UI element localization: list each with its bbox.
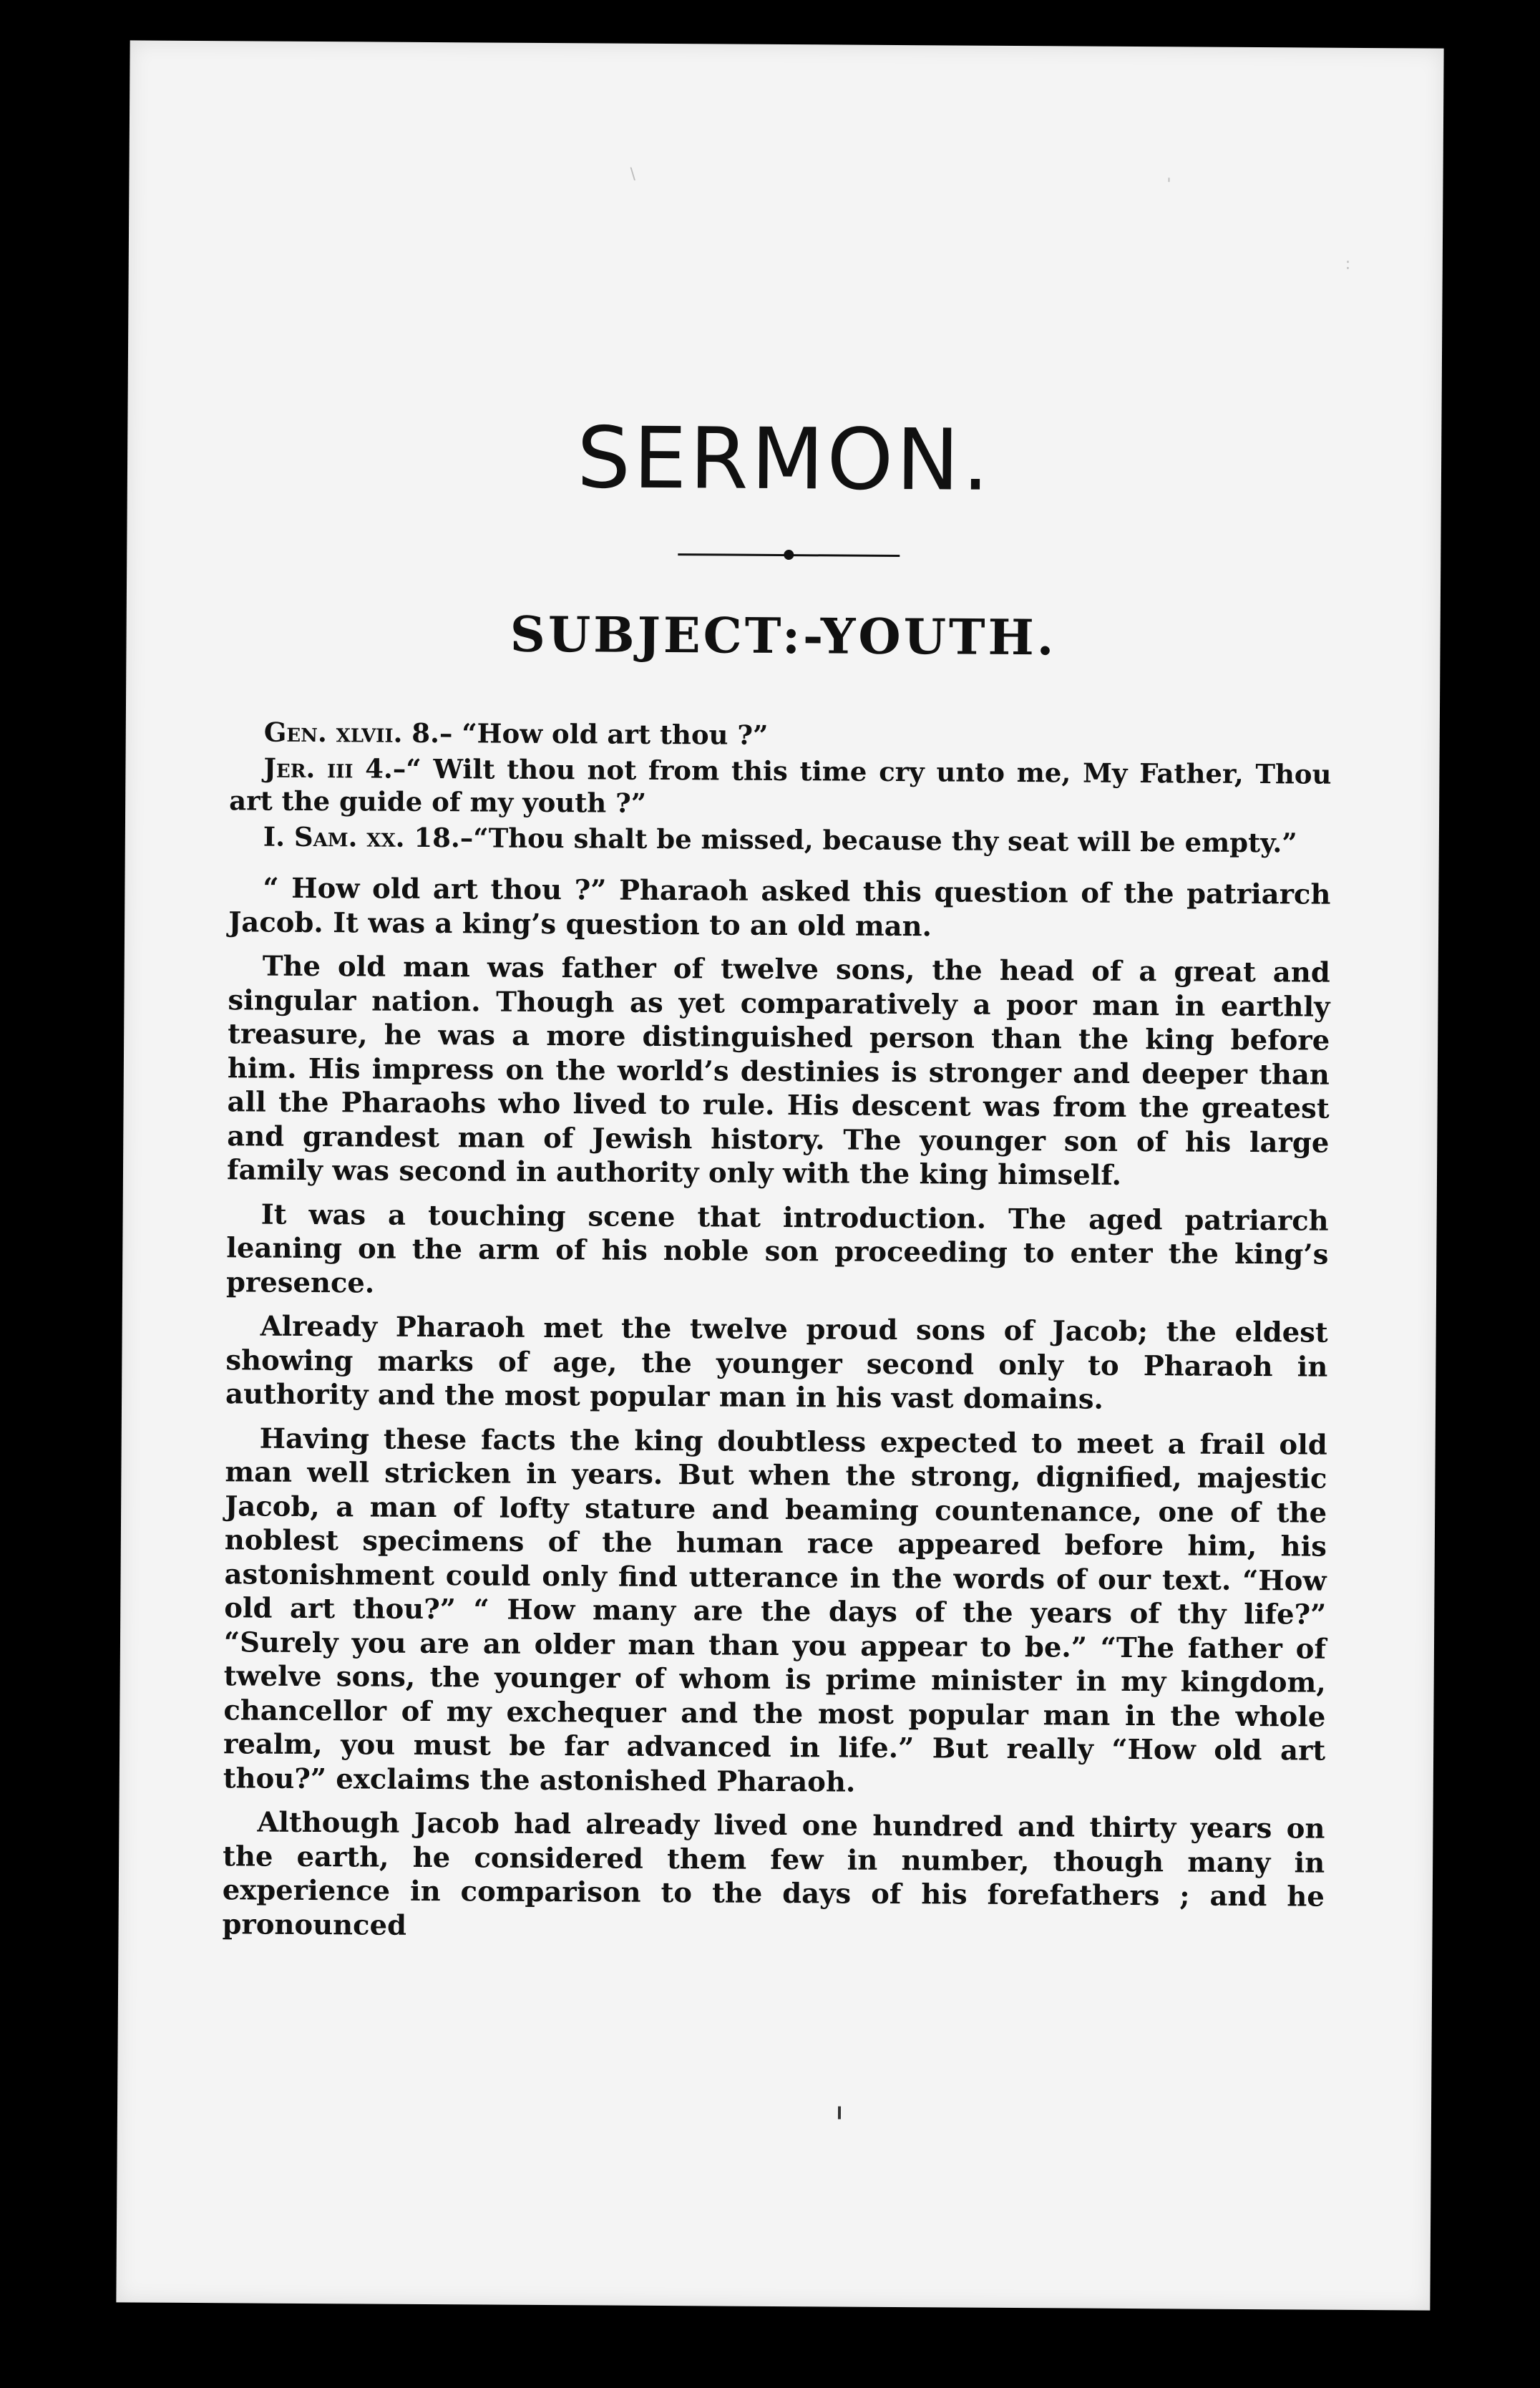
ornamental-divider xyxy=(678,545,900,565)
verse-text: –“ Wilt thou not from this time cry unto me, My Father, Thou art the guide of my youth ?” xyxy=(229,752,1332,819)
scripture-verse xyxy=(230,715,1332,754)
body-paragraph: Although Jacob had already lived one hundred and thirty years on the earth, he considered them few in number, though many in experience in comparison to the days of his forefathers ; and he pronounced xyxy=(222,1806,1325,1942)
verse-text: – “How old art thou ?” xyxy=(439,717,769,751)
divider-dot xyxy=(784,550,794,560)
page-mark xyxy=(838,2107,841,2120)
paper-speck: ' xyxy=(1166,175,1171,194)
body-paragraph: It was a touching scene that introduction. The aged patriarch leaning on the arm of his noble son proceeding to enter the king’s presence. xyxy=(225,1198,1329,1300)
verse-reference: Gen. xlvii. 8. xyxy=(263,716,440,749)
body-paragraph: “ How old art thou ?” Pharaoh asked this question of the patriarch Jacob. It was a king’s question to an old man. xyxy=(228,872,1331,943)
body-paragraph: Having these facts the king doubtless expected to meet a frail old man well stricken in years. But when the strong, dignified, majestic Jacob, a man of lofty stature and beaming countenance, one of the noblest specimens of the human race appeared before him, his astonishment could only find utterance in the words of our text. “How old art thou?” “ How many are the days of the years of thy life?” “Surely you are an older man than you appear to be.” “The father of twelve sons, the younger of whom is prime minister in my kingdom, chancellor of my exchequer and the most popular man in the whole realm, you must be far advanced in life.” But really “How old art thou?” exclaims the astonished Pharaoh. xyxy=(223,1422,1327,1799)
sermon-body xyxy=(222,715,1331,1948)
verse-reference: Jer. iii 4. xyxy=(263,752,394,785)
verse-reference: I. Sam. xx. 18. xyxy=(263,820,461,854)
body-paragraph: Already Pharaoh met the twelve proud sons of Jacob; the eldest showing marks of age, the younger second only to Pharaoh in authority and the most popular man in his vast domains. xyxy=(225,1310,1328,1416)
paper-speck: : xyxy=(1345,255,1351,273)
paper-speck: \ xyxy=(630,165,636,183)
document-title: SERMON. xyxy=(576,408,993,510)
scripture-verse xyxy=(229,751,1332,823)
scripture-verse xyxy=(229,820,1331,859)
document-page xyxy=(116,40,1443,2310)
subject-heading: SUBJECT:-YOUTH. xyxy=(510,606,1057,667)
verse-text: –“Thou shalt be missed, because thy seat will be empty.” xyxy=(459,822,1297,859)
body-paragraph: The old man was father of twelve sons, the head of a great and singular nation. Though as yet comparatively a poor man in earthly treasure, he was a more distinguished person than the king before him. His impress on the world’s destinies is stronger and deeper than all the Pharaohs who lived to rule. His descent was from the greatest and grandest man of Jewish history. The younger son of his large family was second in authority only with the king himself. xyxy=(226,950,1330,1192)
